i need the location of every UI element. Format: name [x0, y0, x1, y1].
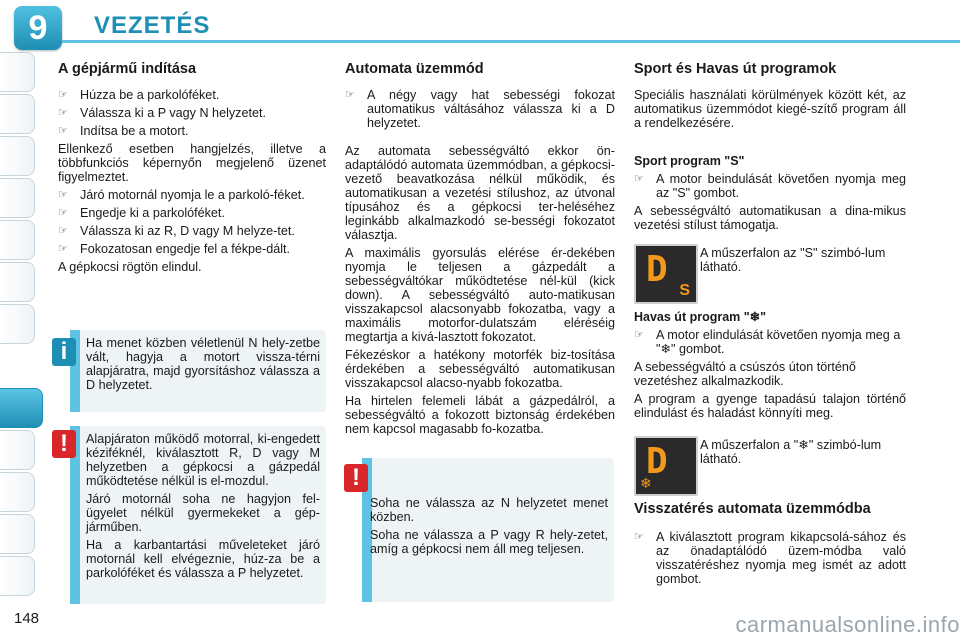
- column-starting: [58, 62, 326, 278]
- column-sport-snow: [634, 62, 906, 236]
- warning-text: Járó motornál soha ne hagyjon fel-ügyelet nélkül gyermekeket a gép-járműben.: [86, 492, 320, 534]
- snowflake-icon: ❄: [640, 475, 652, 491]
- list-item: ☞ A négy vagy hat sebességi fokozat automatikus váltásához válassza ki a D helyzetet.: [345, 88, 615, 130]
- chapter-tab[interactable]: [0, 52, 35, 92]
- paragraph: A program a gyenge tapadású talajon történő elindulást és haladást könnyíti meg.: [634, 392, 906, 420]
- hand-pointer-icon: ☞: [58, 107, 68, 119]
- hand-pointer-icon: ☞: [634, 173, 644, 185]
- section-title-starting: A gépjármű indítása: [58, 61, 197, 77]
- paragraph: Fékezéskor a hatékony motorfék biz-tosítása érdekében a sebességváltó automatikusan visszakapcsol alacso-nyabb fokozatba.: [345, 348, 615, 390]
- page-header: [0, 0, 960, 48]
- watermark: carmanualsonline.info: [735, 612, 960, 637]
- paragraph: A sebességváltó automatikusan a dina-mikus vezetési stílust támogatja.: [634, 204, 906, 232]
- chapter-tab[interactable]: [0, 178, 35, 218]
- instrument-display-snow: [634, 436, 698, 496]
- paragraph: Ha hirtelen felemeli lábát a gázpedálról, a sebességváltó a fokozott biztonság érdekében nem kapcsol magasabb fo-kozatba.: [345, 394, 615, 436]
- sport-program-heading: Sport program "S": [634, 154, 745, 168]
- hand-pointer-icon: ☞: [345, 89, 355, 101]
- chapter-title: VEZETÉS: [94, 12, 211, 39]
- warning-text: Soha ne válassza az N helyzetet menet közben.: [370, 496, 608, 524]
- hand-pointer-icon: ☞: [634, 329, 644, 341]
- instrument-display-sport: [634, 244, 698, 304]
- warning-exclamation-icon: !: [52, 430, 76, 458]
- gear-d-indicator: D: [646, 441, 668, 482]
- chapter-tab[interactable]: [0, 514, 35, 554]
- list-item: ☞ Engedje ki a parkolóféket.: [58, 206, 225, 220]
- chapter-tabs: [0, 52, 38, 612]
- chapter-tab[interactable]: [0, 220, 35, 260]
- hand-pointer-icon: ☞: [634, 531, 644, 543]
- column-return-auto: [634, 502, 906, 590]
- list-item: ☞ Válassza ki az R, D vagy M helyze-tet.: [58, 224, 295, 238]
- paragraph: Az automata sebességváltó ekkor ön-adaptálódó automata üzemmódban, a gépkocsi-vezető beavatkozása nélkül működik, és automatikusan a vezetési stílushoz, az útvonal típusához és a gépkocsi ter-heléséhez leginkább alkalmazkodó se-bességi fokozatot választja.: [345, 144, 615, 242]
- sport-display-caption: A műszerfalon az "S" szimbó-lum látható.: [700, 246, 886, 274]
- hand-pointer-icon: ☞: [58, 243, 68, 255]
- paragraph: A gépkocsi rögtön elindul.: [58, 260, 202, 274]
- paragraph: Speciális használati körülmények között két, az automatikus üzemmódot kiegé-szítő program áll a rendelkezésére.: [634, 88, 906, 130]
- list-item: ☞ Húzza be a parkolóféket.: [58, 88, 220, 102]
- chapter-tab[interactable]: [0, 556, 35, 596]
- chapter-tab-active[interactable]: [0, 388, 43, 428]
- section-title-sport-snow: Sport és Havas út programok: [634, 61, 837, 77]
- warning-exclamation-icon: !: [344, 464, 368, 492]
- list-item: ☞ Fokozatosan engedje fel a fékpe-dált.: [58, 242, 291, 256]
- paragraph: Ellenkező esetben hangjelzés, illetve a többfunkciós képernyőn megjelenő üzenet figyelmeztet.: [58, 142, 326, 184]
- list-item: ☞ Indítsa be a motort.: [58, 124, 189, 138]
- warning-note-box: [70, 426, 326, 604]
- list-item: ☞ A motor elindulását követően nyomja meg a "❄" gombot.: [634, 328, 901, 356]
- column-snow-program: [634, 310, 906, 424]
- snow-program-heading: Havas út program "❄": [634, 310, 767, 324]
- column-automatic-mode: [345, 62, 615, 440]
- warning-text: Ha a karbantartási műveleteket járó motornál kell elvégeznie, húz-za be a parkolóféket és válassza a P helyzetet.: [86, 538, 320, 580]
- paragraph: A sebességváltó a csúszós úton történő vezetéshez alkalmazkodik.: [634, 360, 856, 388]
- chapter-tab[interactable]: [0, 262, 35, 302]
- list-item: ☞ A motor beindulását követően nyomja meg az "S" gombot.: [634, 172, 906, 200]
- sport-s-icon: S: [679, 282, 690, 299]
- warning-note-box: [362, 458, 614, 602]
- section-title-return-auto: Visszatérés automata üzemmódba: [634, 501, 871, 517]
- warning-text: Soha ne válassza a P vagy R hely-zetet, amíg a gépkocsi nem áll meg teljesen.: [370, 528, 608, 556]
- hand-pointer-icon: ☞: [58, 207, 68, 219]
- hand-pointer-icon: ☞: [58, 89, 68, 101]
- paragraph: A maximális gyorsulás elérése ér-dekében nyomja le teljesen a gázpedált a sebességváltókar működtetése nél-kül (kick down). A sebességváltó auto-matikusan visszakapcsol alacsonyabb fokozatba, vagy a maximális motorfor-dulatszám eléréséig megtartja a kivá-lasztott fokozatot.: [345, 246, 615, 344]
- chapter-tab[interactable]: [0, 430, 35, 470]
- chapter-tab[interactable]: [0, 94, 35, 134]
- chapter-number-badge: 9: [14, 6, 62, 50]
- hand-pointer-icon: ☞: [58, 225, 68, 237]
- gear-d-indicator: D: [646, 249, 668, 290]
- snow-display-caption: A műszerfalon a "❄" szimbó-lum látható.: [700, 438, 882, 466]
- list-item: ☞ Válassza ki a P vagy N helyzetet.: [58, 106, 266, 120]
- warning-text: Alapjáraton működő motorral, ki-engedett kéziféknél, kiválasztott R, D vagy M helyzetben a gépkocsi a gázpedál működtetése nélkül is el-mozdul.: [86, 432, 320, 488]
- chapter-tab[interactable]: [0, 304, 35, 344]
- hand-pointer-icon: ☞: [58, 125, 68, 137]
- info-icon: i: [52, 338, 76, 366]
- info-note-box: [70, 330, 326, 412]
- list-item: ☞ A kiválasztott program kikapcsolá-sához és az önadaptálódó üzem-módba való visszatéréshez nyomja meg ismét az adott gombot.: [634, 530, 906, 586]
- header-divider: [62, 40, 960, 43]
- chapter-tab[interactable]: [0, 472, 35, 512]
- list-item: ☞ Járó motornál nyomja le a parkoló-féket.: [58, 188, 305, 202]
- page-number: 148: [14, 610, 40, 627]
- section-title-automatic: Automata üzemmód: [345, 61, 484, 77]
- chapter-tab[interactable]: [0, 136, 35, 176]
- hand-pointer-icon: ☞: [58, 189, 68, 201]
- info-note-text: Ha menet közben véletlenül N hely-zetbe vált, hagyja a motort vissza-térni alapjáratra, majd gyorsításhoz válassza a D helyzetet.: [86, 336, 320, 392]
